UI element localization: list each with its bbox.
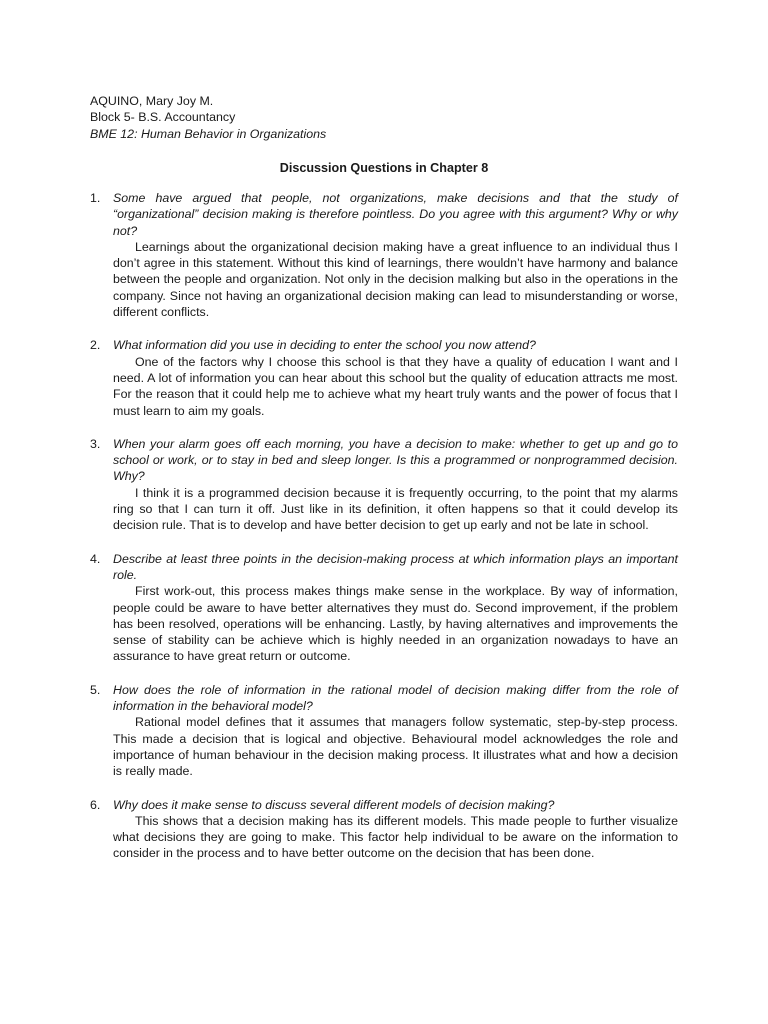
question-number: 5. — [90, 682, 101, 697]
question-item — [90, 436, 678, 534]
question-item — [90, 551, 678, 665]
question-number: 4. — [90, 551, 101, 566]
student-block: Block 5- B.S. Accountancy — [90, 110, 236, 125]
header-block — [90, 93, 690, 142]
question-text: Why does it make sense to discuss several different models of decision making? — [113, 797, 555, 812]
document-title: Discussion Questions in Chapter 8 — [279, 161, 489, 175]
answer-text: One of the factors why I choose this school is that they have a quality of education I want and I need. A lot of information you can hear about this school but the quality of education attracts me most. For the reason that it could help me to achieve what my heart truly wants and the power of focus that I must learn to aim my goals. — [113, 354, 678, 418]
question-list — [90, 190, 678, 879]
question-text: Describe at least three points in the decision-making process at which information plays an important role. — [113, 551, 678, 582]
question-text: What information did you use in deciding to enter the school you now attend? — [113, 338, 536, 353]
question-item — [90, 682, 678, 780]
question-text: How does the role of information in the rational model of decision making differ from the role of information in the behavioral model? — [113, 682, 678, 714]
answer-text: This shows that a decision making has its different models. This made people to further visualize what decisions they are going to make. This factor help individual to be aware on the information to consider in the process and to have better outcome on the decision that has been done. — [113, 813, 678, 861]
answer-text: I think it is a programmed decision because it is frequently occurring, to the point that my alarms ring so that I can turn it off. Just like in its definition, it often happens so that it could develop its decision rule. That is to develop and have better decision to get up early and not be late in school. — [113, 485, 678, 533]
question-text: When your alarm goes off each morning, you have a decision to make: whether to get up and go to school or work, or to stay in bed and sleep longer. Is this a programmed or nonprogrammed decision. Why? — [113, 436, 678, 484]
question-item — [90, 190, 678, 320]
course-title: BME 12: Human Behavior in Organizations — [90, 126, 327, 141]
question-number: 6. — [90, 797, 101, 812]
answer-text: First work-out, this process makes things make sense in the workplace. By way of information, people could be aware to have better alternatives they must do. Second improvement, if the problem has been resolved, operations will be enhancing. Lastly, by having alternatives and improvements the sense of stability can be achieve which is highly needed in an organization nowadays to have an assurance to have great return or outcome. — [113, 584, 678, 664]
question-item — [90, 337, 678, 418]
question-number: 3. — [90, 436, 101, 451]
question-number: 1. — [90, 191, 101, 205]
student-name: AQUINO, Mary Joy M. — [90, 94, 214, 108]
question-text: Some have argued that people, not organizations, make decisions and that the study of “organizational” decision making is therefore pointless. Do you agree with this argument? Why or why not? — [113, 191, 678, 238]
answer-text: Learnings about the organizational decision making have a great influence to an individual thus I don’t agree in this statement. Without this kind of learnings, there wouldn’t have harmony and balance between the people and organization. Not only in the decision malking but also in the operations in the company. Since not having an organizational decision making can lead to misunderstanding or worse, different conflicts. — [113, 239, 678, 320]
answer-text: Rational model defines that it assumes that managers follow systematic, step-by-step process. This made a decision that is logical and objective. Behavioural model acknowledges the role and importance of human behaviour in the decision making process. It illustrates what and how a decision is really made. — [113, 715, 678, 779]
question-number: 2. — [90, 338, 101, 353]
question-item — [90, 797, 678, 862]
